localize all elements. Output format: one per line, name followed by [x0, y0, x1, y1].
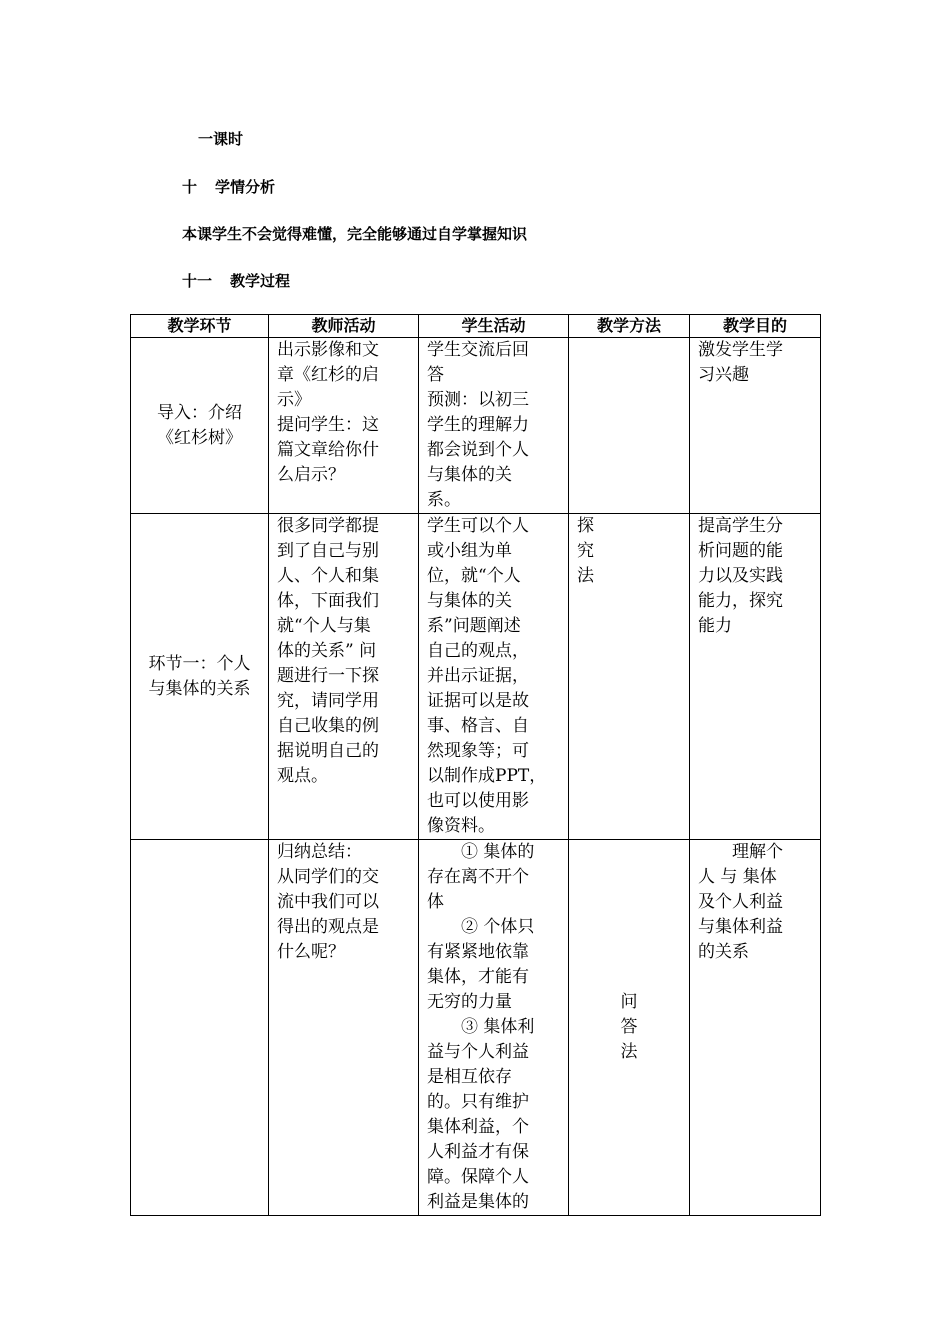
student-activity-cell [419, 338, 569, 514]
cell-line: 有紧紧地依靠 [427, 942, 529, 962]
cell-line: 预测：以初三 [427, 390, 529, 410]
section-title: 教学过程 [230, 272, 291, 290]
cell-line: 自己收集的例 [277, 716, 379, 736]
header-student-activity: 学生活动 [419, 315, 569, 338]
cell-line: 究，请同学用 [277, 691, 379, 711]
cell-line: 答 [427, 365, 444, 385]
cell-line: 就“个人与集 [277, 616, 371, 636]
cell-line: 位，就“个人 [427, 566, 521, 586]
cell-line: 探 [577, 516, 594, 536]
cell-line: 提问学生：这 [277, 415, 379, 435]
purpose-cell [690, 514, 821, 840]
student-activity-cell [419, 840, 569, 1216]
cell-line: 到了自己与别 [277, 541, 379, 561]
teacher-activity-cell [269, 840, 419, 1216]
stage-cell [131, 514, 269, 840]
cell-line: 什么呢？ [277, 942, 345, 962]
cell-line: 据说明自己的 [277, 741, 379, 761]
cell-line: 题进行一下探 [277, 666, 379, 686]
header-purpose: 教学目的 [690, 315, 821, 338]
cell-line: 篇文章给你什 [277, 440, 379, 460]
cell-line: 能力 [698, 616, 732, 636]
cell-line: 环节一：个人 [148, 653, 251, 674]
cell-line: 究 [577, 541, 594, 561]
cell-line: 能力，探究 [698, 591, 783, 611]
section-number: 十 [182, 178, 198, 196]
cell-line: 像资料。 [427, 816, 495, 836]
table-row [131, 840, 821, 1216]
cell-line: 也可以使用影 [427, 791, 529, 811]
table-row [131, 514, 821, 840]
lesson-count: 一课时 [198, 130, 244, 148]
header-stage: 教学环节 [131, 315, 269, 338]
cell-line: 导入：介绍 [157, 402, 242, 423]
cell-line: 然现象等；可 [427, 741, 529, 761]
cell-line: 从同学们的交 [277, 867, 379, 887]
cell-line: 很多同学都提 [277, 516, 379, 536]
cell-line: 得出的观点是 [277, 917, 379, 937]
cell-line: 理解个 [698, 842, 783, 862]
section-title: 学情分析 [215, 178, 276, 196]
purpose-cell [690, 840, 821, 1216]
header-method: 教学方法 [569, 315, 690, 338]
method-cell [569, 338, 690, 514]
table-row [131, 338, 821, 514]
analysis-text: 本课学生不会觉得难懂，完全能够通过自学掌握知识 [182, 225, 528, 243]
cell-line: 是相互依存 [427, 1067, 512, 1087]
cell-line: 观点。 [277, 766, 328, 786]
stage-cell [131, 338, 269, 514]
cell-line: 利益是集体的 [427, 1192, 529, 1212]
cell-line: 归纳总结： [277, 842, 362, 862]
cell-line: 法 [577, 566, 594, 586]
cell-line: 证据可以是故 [427, 691, 529, 711]
cell-line: 系。 [427, 490, 461, 510]
cell-line: ③ 集体利 [427, 1017, 535, 1037]
cell-line: 示》 [277, 390, 311, 410]
cell-line: 《红杉树》 [157, 427, 242, 448]
cell-line: 体，下面我们 [277, 591, 379, 611]
cell-line: 与集体的关 [427, 591, 512, 611]
cell-line: 出示影像和文 [277, 340, 379, 360]
cell-line: 集体利益，个 [427, 1117, 529, 1137]
section-heading-process [182, 270, 290, 291]
cell-line: 以制作成PPT， [427, 766, 547, 786]
cell-line: 益与个人利益 [427, 1042, 529, 1062]
teacher-activity-cell [269, 514, 419, 840]
section-heading-analysis [182, 176, 275, 197]
cell-line: 存在离不开个 [427, 867, 529, 887]
cell-line: 的。只有维护 [427, 1092, 529, 1112]
cell-line: 或小组为单 [427, 541, 512, 561]
cell-line: ② 个体只 [427, 917, 535, 937]
cell-line: 法 [620, 1042, 638, 1062]
cell-line: 学生可以个人 [427, 516, 529, 536]
section-number: 十一 [182, 272, 213, 290]
cell-line: 的关系 [698, 942, 749, 962]
cell-line: 障。保障个人 [427, 1167, 529, 1187]
cell-line: 并出示证据， [427, 666, 529, 686]
method-cell [569, 840, 690, 1216]
cell-line: 激发学生学 [698, 340, 783, 360]
method-cell [569, 514, 690, 840]
teaching-process-table [130, 314, 821, 1216]
cell-line: 答 [620, 1017, 638, 1037]
cell-line: 与集体利益 [698, 917, 783, 937]
cell-line: 力以及实践 [698, 566, 783, 586]
cell-line: 体 [427, 892, 444, 912]
cell-line: 与集体的关系 [148, 678, 251, 699]
cell-line: 系”问题阐述 [427, 616, 521, 636]
table-header-row [131, 315, 821, 338]
cell-line: 集体，才能有 [427, 967, 529, 987]
cell-line: 事、格言、自 [427, 716, 529, 736]
cell-line: 析问题的能 [698, 541, 783, 561]
cell-line: ① 集体的 [427, 842, 535, 862]
cell-line: 么启示？ [277, 465, 345, 485]
teacher-activity-cell [269, 338, 419, 514]
cell-line: 学生交流后回 [427, 340, 529, 360]
purpose-cell [690, 338, 821, 514]
cell-line: 章《红杉的启 [277, 365, 379, 385]
cell-line: 人利益才有保 [427, 1142, 529, 1162]
cell-line: 问 [620, 992, 638, 1012]
cell-line: 与集体的关 [427, 465, 512, 485]
cell-line: 习兴趣 [698, 365, 749, 385]
cell-line: 人 与 集体 [698, 867, 777, 887]
cell-line: 人、个人和集 [277, 566, 379, 586]
cell-line: 体的关系” 问 [277, 641, 377, 661]
cell-line: 都会说到个人 [427, 440, 529, 460]
stage-cell [131, 840, 269, 1216]
header-teacher-activity: 教师活动 [269, 315, 419, 338]
cell-line: 流中我们可以 [277, 892, 379, 912]
cell-line: 无穷的力量 [427, 992, 512, 1012]
cell-line: 及个人利益 [698, 892, 783, 912]
cell-line: 自己的观点， [427, 641, 529, 661]
cell-line: 提高学生分 [698, 516, 783, 536]
cell-line: 学生的理解力 [427, 415, 529, 435]
student-activity-cell [419, 514, 569, 840]
